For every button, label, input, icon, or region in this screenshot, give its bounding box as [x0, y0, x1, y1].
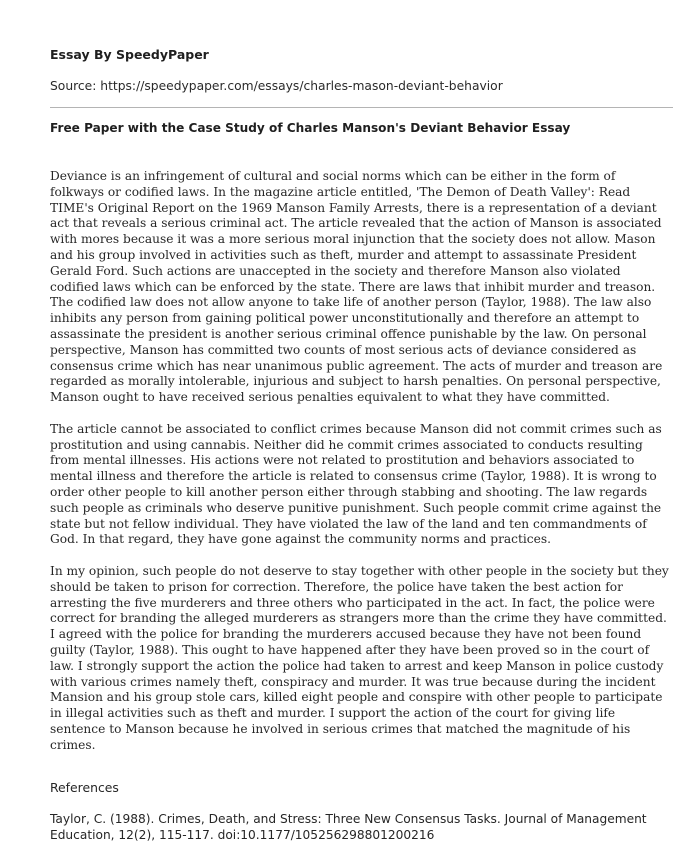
references-heading: References — [50, 780, 119, 796]
essay-title: Free Paper with the Case Study of Charles Manson's Deviant Behavior Essay — [50, 121, 571, 135]
header-divider — [50, 107, 673, 108]
body-paragraph: Deviance is an infringement of cultural and social norms which can be either in the form of folkways or codified laws. In the magazine article entitled, 'The Demon of Death Valley': Read TIME's Original Report on the 1969 Manson Family Arrests, there is a representation of a deviant act that reveals a serious criminal act. The article revealed that the action of Manson is associated with mores because it was a more serious moral injunction that the society does not allow. Mason and his group involved in activities such as theft, murder and attempt to assassinate President Gerald Ford. Such actions are unaccepted in the society and therefore Manson also violated codified laws which can be enforced by the state. There are laws that inhibit murder and treason. The codified law does not allow anyone to take life of another person (Taylor, 1988). The law also inhibits any person from gaining political power unconstitutionally and therefore an attempt to assassinate the president is another serious criminal offence punishable by the law. On personal perspective, Manson has committed two counts of most serious acts of deviance considered as consensus crime which has near unanimous public agreement. The acts of murder and treason are regarded as morally intolerable, injurious and subject to harsh penalties. On personal perspective, Manson ought to have received serious penalties equivalent to what they have committed. — [50, 169, 663, 405]
source-line: Source: https://speedypaper.com/essays/charles-mason-deviant-behavior — [50, 79, 503, 93]
body-paragraph: The article cannot be associated to conflict crimes because Manson did not commit crimes such as prostitution and using cannabis. Neither did he commit crimes associated to conducts resulting from mental illnesses. His actions were not related to prostitution and behaviors associated to mental illness and therefore the article is related to consensus crime (Taylor, 1988). It is wrong to order other people to kill another person either through stabbing and shooting. The law regards such people as criminals who deserve punitive punishment. Such people commit crime against the state but not fellow individual. They have violated the law of the land and ten commandments of God. In that regard, they have gone against the community norms and practices. — [50, 421, 662, 547]
essay-by-label: Essay By SpeedyPaper — [50, 47, 209, 62]
reference-item: Taylor, C. (1988). Crimes, Death, and Stress: Three New Consensus Tasks. Journal of Management Education, 12(2), 115-117. doi:10.1177/105256298801200216 — [50, 812, 647, 843]
essay-body — [50, 169, 671, 753]
body-paragraph: In my opinion, such people do not deserve to stay together with other people in the society but they should be taken to prison for correction. Therefore, the police have taken the best action for arresting the five murderers and three others who participated in the act. In fact, the police were correct for branding the alleged murderers as strangers more than the crime they have committed. I agreed with the police for branding the murderers accused because they have not been found guilty (Taylor, 1988). This ought to have happened after they have been proved so in the court of law. I strongly support the action the police had taken to arrest and keep Manson in police custody with various crimes namely theft, conspiracy and murder. It was true because during the incident Mansion and his group stole cars, killed eight people and conspire with other people to participate in illegal activities such as theft and murder. I support the action of the court for giving life sentence to Manson because he involved in serious crimes that matched the magnitude of his crimes. — [50, 563, 669, 752]
